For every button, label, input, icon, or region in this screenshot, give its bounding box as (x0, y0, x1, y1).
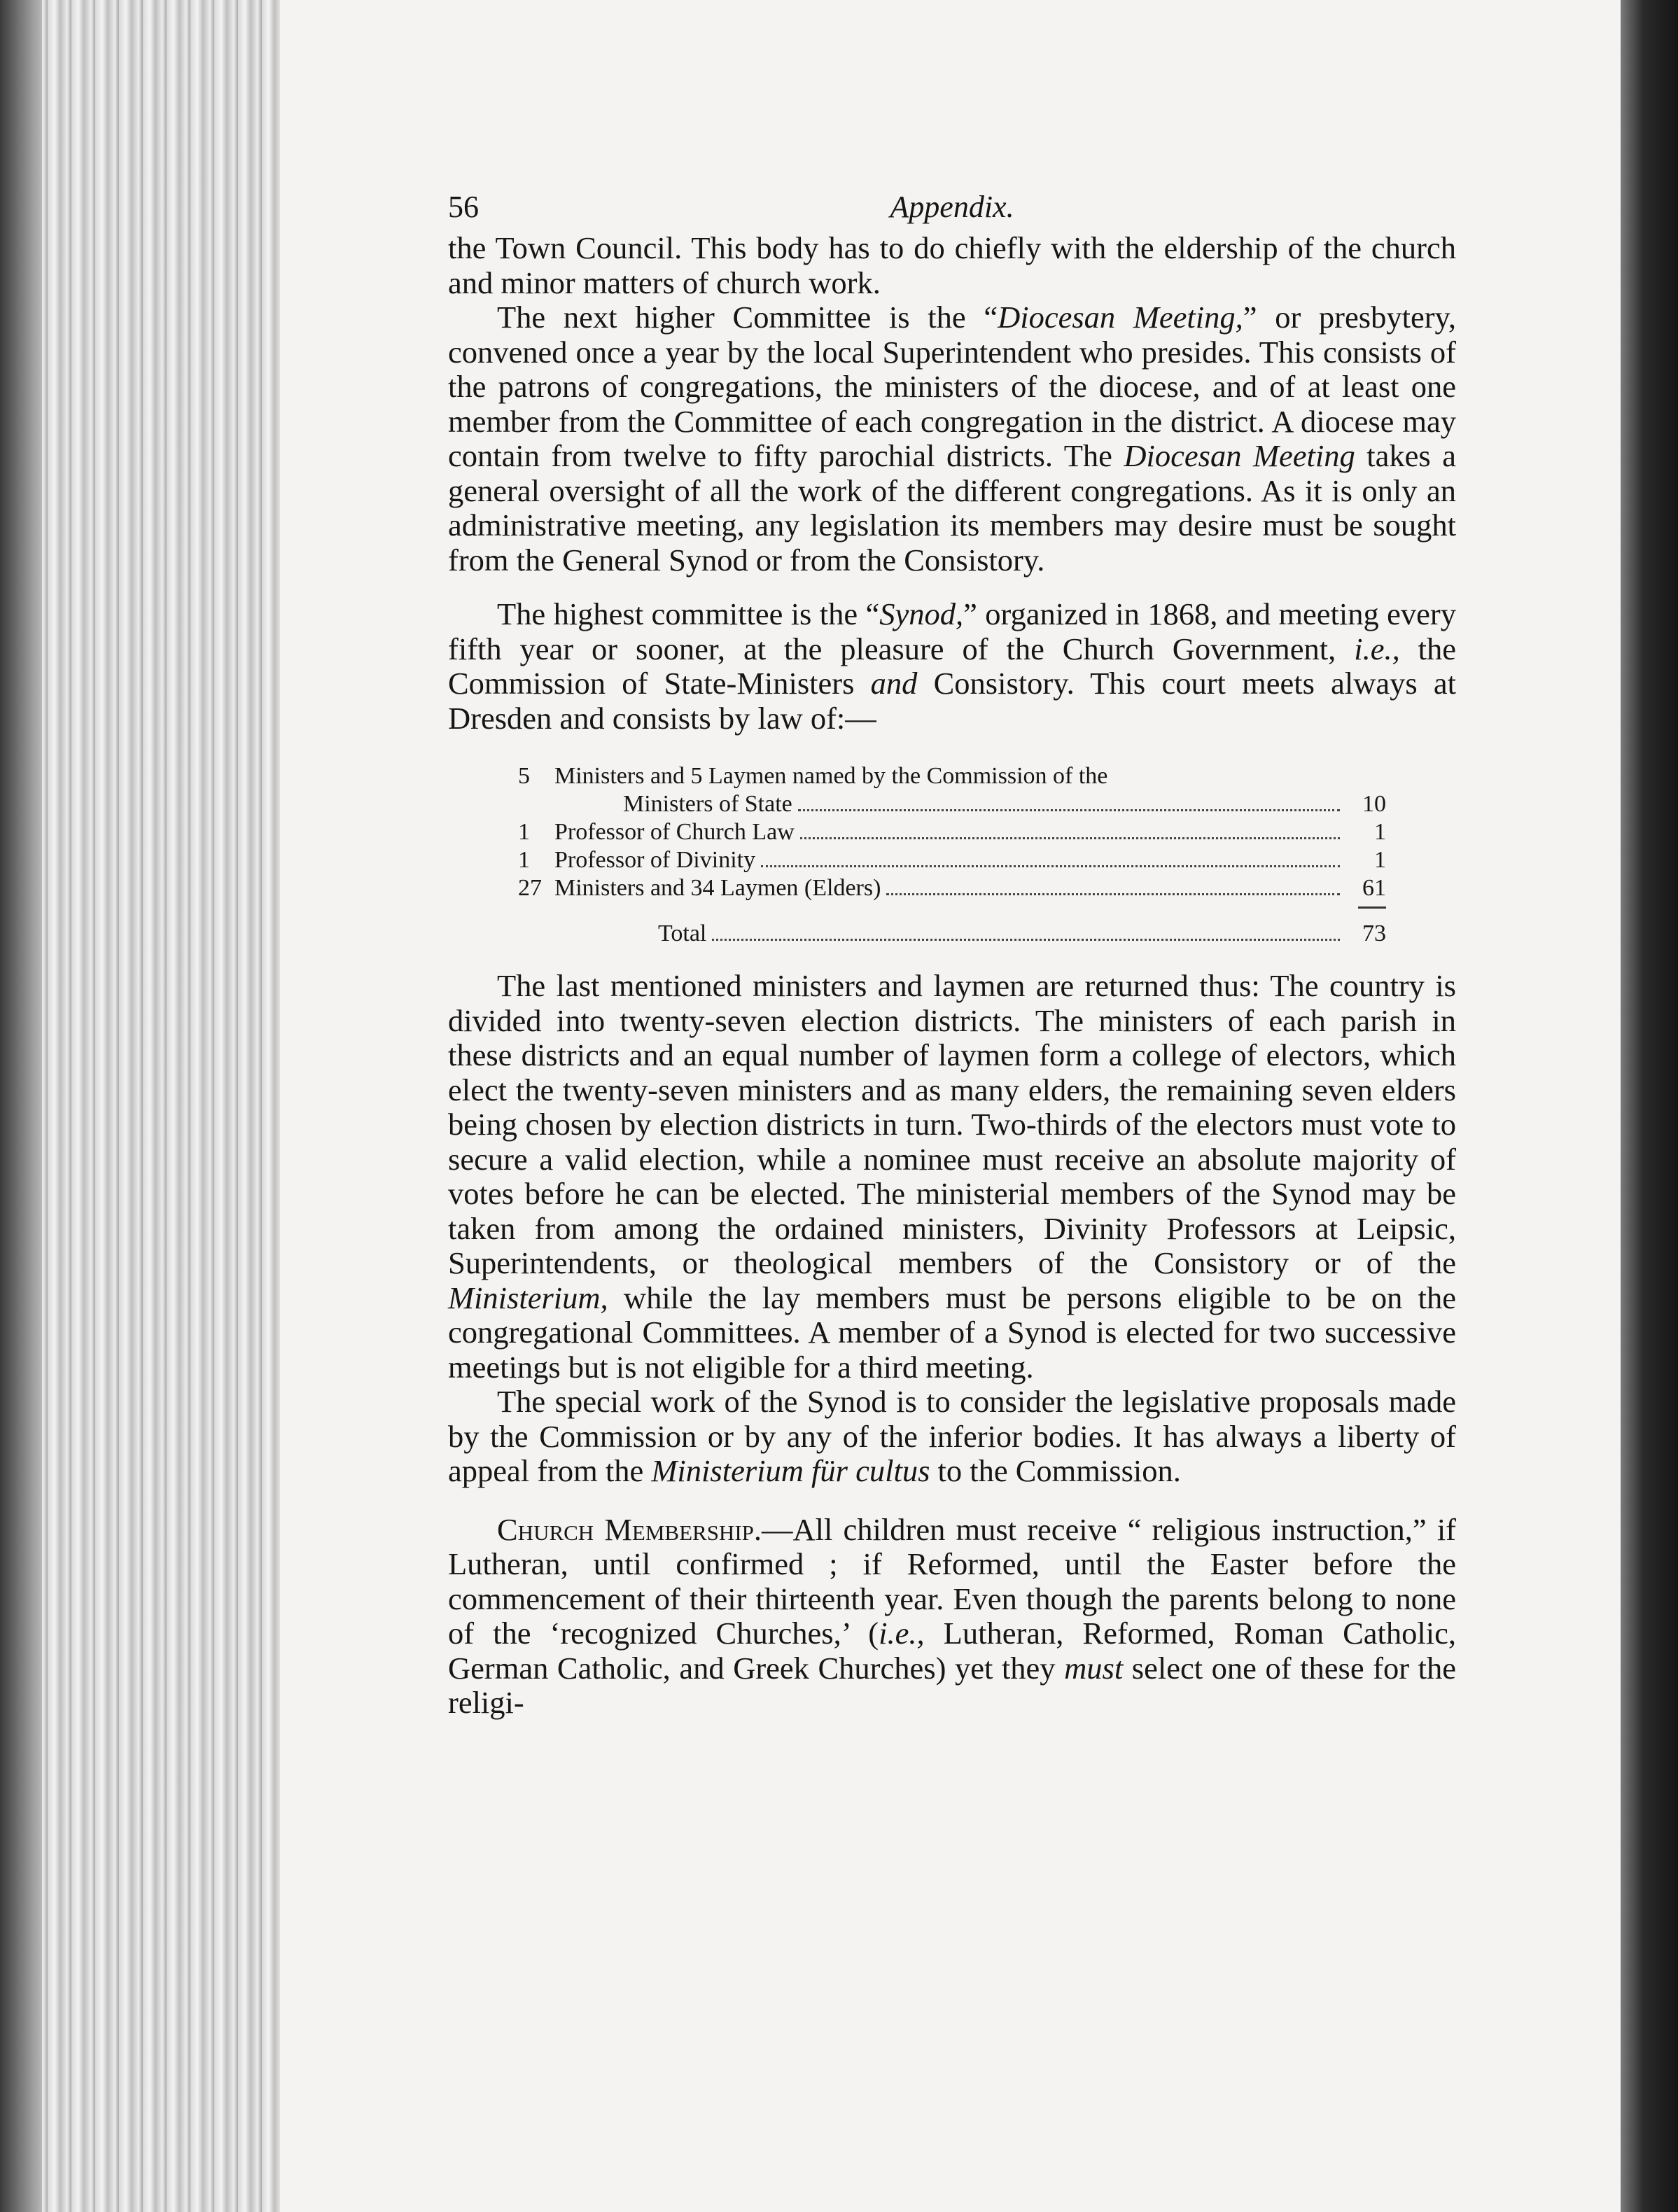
page-number: 56 (448, 190, 479, 224)
page-gutter-shadow (1621, 0, 1678, 2212)
section-heading: Church Membership. (497, 1511, 762, 1547)
running-head (448, 189, 1456, 231)
composition-row: 1 Professor of Church Law 1 (518, 819, 1386, 845)
composition-total-row: Total 73 (658, 920, 1386, 946)
composition-row: 1 Professor of Divinity 1 (518, 847, 1386, 873)
running-title: Appendix. (890, 190, 1014, 224)
composition-row: 27 Ministers and 34 Laymen (Elders) 61 (518, 875, 1386, 901)
synod-composition-table (518, 762, 1386, 948)
paragraph-special-work: The special work of the Synod is to consider the legislative proposals made by the Commission or by any of the inferior bodies. It has always a liberty of appeal from the Ministerium für cultus to the Commission. (448, 1384, 1456, 1488)
composition-row-continued: Ministers of State 10 (623, 791, 1386, 817)
paragraph-church-membership: Church Membership.—All children must receive “ religious instruction,” if Lutheran, until confirmed ; if Reformed, until the Easter before the commencement of their thirteenth year. Even though the parents belong to none of the ‘recognized Churches,’ (i.e., Lutheran, Reformed, Roman Catholic, German Catholic, and Greek Churches) yet they must select one of these for the religi- (448, 1511, 1456, 1720)
paragraph-election: The last mentioned ministers and laymen are returned thus: The country is divided into twenty-seven election districts. The ministers of each parish in these districts and an equal number of laymen form a college of electors, which elect the twenty-seven ministers and as many elders, the remaining seven elders being chosen by election districts in turn. Two-thirds of the electors must vote to secure a valid election, while a nominee must receive an absolute majority of votes before he can be elected. The ministerial members of the Synod may be taken from among the ordained ministers, Divinity Professors at Leipsic, Superintendents, or theological members of the Consistory or of the Ministerium, while the lay members must be persons eligible to be on the congregational Committees. A member of a Synod is elected for two successive meetings but is not eligible for a third meeting. (448, 968, 1456, 1385)
paragraph-town-council: the Town Council. This body has to do chiefly with the eldership of the church and minor matters of church work. (448, 230, 1456, 300)
page-text (448, 189, 1456, 1721)
page-edges (0, 0, 280, 2212)
sum-rule (1358, 906, 1386, 909)
paragraph-diocesan-meeting: The next higher Committee is the “Diocesan Meeting,” or presbytery, convened once a year by the local Superintendent who presides. This consists of the patrons of congregations, the ministers of the diocese, and of at least one member from the Committee of each congregation in the district. A diocese may contain from twelve to fifty parochial districts. The Diocesan Meeting takes a general oversight of all the work of the different congregations. As it is only an administrative meeting, any legislation its members may desire must be sought from the General Synod or from the Consistory. (448, 300, 1457, 578)
paragraph-synod: The highest committee is the “Synod,” organized in 1868, and meeting every fifth year or sooner, at the pleasure of the Church Government, i.e., the Commission of State-Ministers and Consistory. This court meets always at Dresden and consists by law of:— (448, 596, 1456, 736)
composition-row: 5 Ministers and 5 Laymen named by the Commission of the (518, 763, 1108, 789)
